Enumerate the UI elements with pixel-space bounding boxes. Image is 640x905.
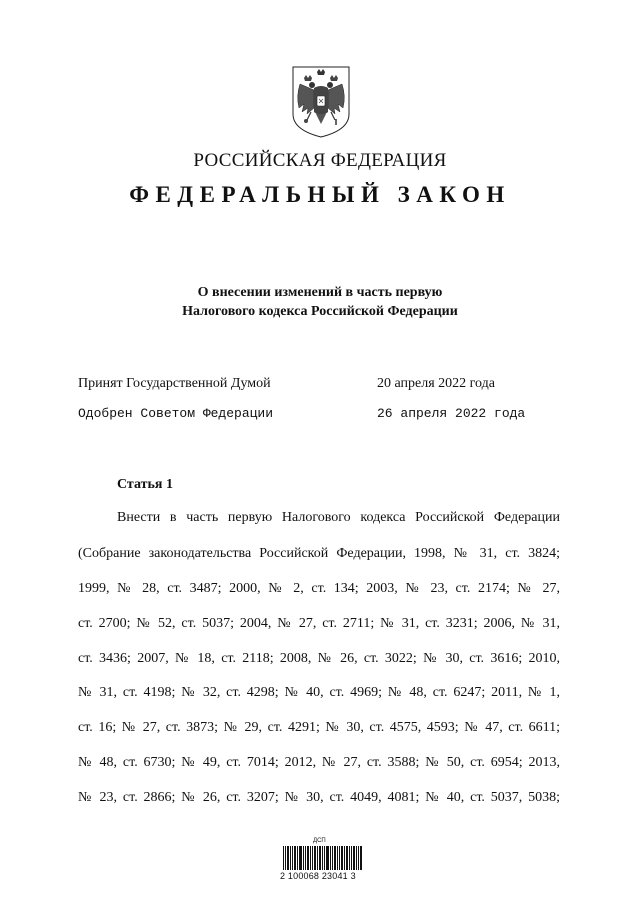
adoption-body: Одобрен Советом Федерации — [78, 406, 274, 421]
article-heading: Статья 1 — [117, 477, 173, 492]
coat-of-arms-icon — [290, 64, 352, 140]
article-text-line: № 31, ст. 4198; № 32, ст. 4298; № 40, ст. 4969; № 48, ст. 6247; 2011, № 1, — [78, 685, 560, 700]
article-text-line: (Собрание законодательства Российской Федерации, 1998, № 31, ст. 3824; — [78, 546, 560, 561]
adoption-body: Принят Государственной Думой — [78, 376, 271, 391]
article-text-line: 1999, № 28, ст. 3487; 2000, № 2, ст. 134; 2003, № 23, ст. 2174; № 27, — [78, 581, 560, 596]
article-text-line: Внести в часть первую Налогового кодекса Российской Федерации — [117, 510, 560, 525]
adoption-row-duma — [78, 376, 578, 396]
article-text-line: ст. 3436; 2007, № 18, ст. 2118; 2008, № 26, ст. 3022; № 30, ст. 3616; 2010, — [78, 651, 560, 666]
adoption-date: 20 апреля 2022 года — [377, 376, 495, 391]
adoption-row-federation-council — [78, 406, 578, 426]
article-text-line: ст. 16; № 27, ст. 3873; № 29, ст. 4291; № 30, ст. 4575, 4593; № 47, ст. 6611; — [78, 720, 560, 735]
law-title-line-1: О внесении изменений в часть первую — [197, 285, 443, 300]
law-title-line-2: Налогового кодекса Российской Федерации — [182, 304, 458, 319]
law-title — [0, 283, 640, 321]
country-name: РОССИЙСКАЯ ФЕДЕРАЦИЯ — [193, 150, 447, 171]
document-type: ФЕДЕРАЛЬНЫЙ ЗАКОН — [129, 182, 511, 207]
barcode-number: 2 100068 23041 3 — [280, 871, 356, 881]
barcode-icon — [283, 846, 363, 870]
barcode-label: ДСП — [313, 838, 326, 844]
article-text-line: № 23, ст. 2866; № 26, ст. 3207; № 30, ст. 4049, 4081; № 40, ст. 5037, 5038; — [78, 790, 560, 805]
article-text-line: № 48, ст. 6730; № 49, ст. 7014; 2012, № 27, ст. 3588; № 50, ст. 6954; 2013, — [78, 755, 560, 770]
adoption-date: 26 апреля 2022 года — [377, 406, 526, 421]
article-text-line: ст. 2700; № 52, ст. 5037; 2004, № 27, ст. 2711; № 31, ст. 3231; 2006, № 31, — [78, 616, 560, 631]
